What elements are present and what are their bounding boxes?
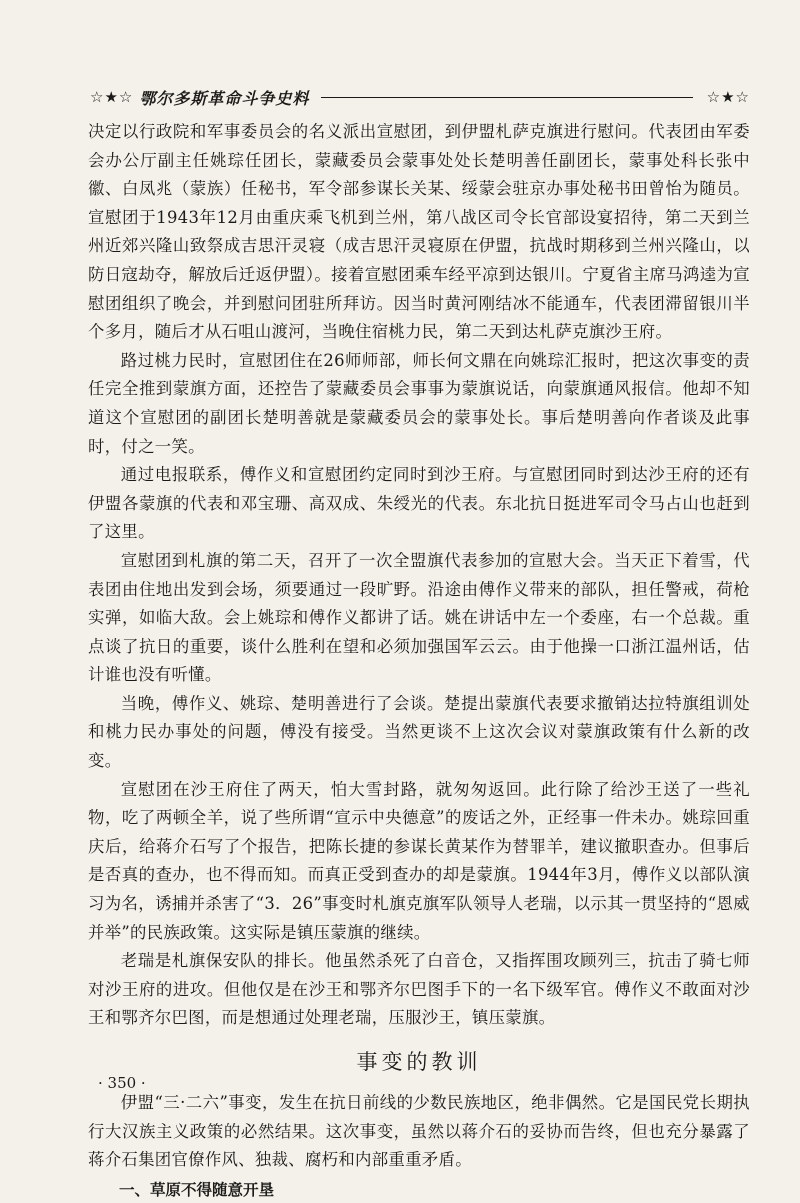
paragraph-7: 老瑞是札旗保安队的排长。他虽然杀死了白音仓，又指挥围攻顾列三，抗击了骑七师对沙王府的进攻。但他仅是在沙王和鄂齐尔巴图手下的一名下级军官。傅作义不敢面对沙王和鄂齐尔巴图，而是想通过处理老瑞，压服沙王，镇压蒙旗。 [88, 951, 750, 1028]
paragraph-1: 决定以行政院和军事委员会的名义派出宣慰团，到伊盟札萨克旗进行慰问。代表团由军委会办公厅副主任姚琮任团长，蒙藏委员会蒙事处处长楚明善任副团长，蒙事处科长张中徽、白凤兆（蒙族）任秘书，军令部参谋长关某、绥蒙会驻京办事处秘书田曾怡为随员。宣慰团于1943年12月由重庆乘飞机到兰州，第八战区司令长官部设宴招待，第二天到兰州近郊兴隆山致祭成吉思汗灵寝（成吉思汗灵寝原在伊盟，抗战时期移到兰州兴隆山，以防日寇劫夺，解放后迁返伊盟）。接着宣慰团乘车经平凉到达银川。宁夏省主席马鸿逵为宣慰团组织了晚会，并到慰问团驻所拜访。因当时黄河刚结冰不能通车，代表团滞留银川半个多月，随后才从石咀山渡河，当晚住宿桃力民，第二天到达札萨克旗沙王府。 [88, 122, 750, 342]
paragraph-4: 宣慰团到札旗的第二天，召开了一次全盟旗代表参加的宣慰大会。当天正下着雪，代表团由住地出发到会场，须要通过一段旷野。沿途由傅作义带来的部队，担任警戒，荷枪实弹，如临大敌。会上姚琮和傅作义都讲了话。姚在讲话中左一个委座，右一个总裁。重点谈了抗日的重要，谈什么胜利在望和必须加强国军云云。由于他操一口浙江温州话，估计谁也没有听懂。 [88, 550, 750, 685]
running-header [90, 84, 750, 110]
header-rule [321, 97, 692, 98]
header-stars-right: ☆★☆ [706, 88, 750, 106]
book-title: 鄂尔多斯革命斗争史料 [139, 88, 310, 108]
paragraph-6: 宣慰团在沙王府住了两天，怕大雪封路，就匆匆返回。此行除了给沙王送了一些礼物，吃了两顿全羊，说了些所谓“宣示中央德意”的废话之外，正经事一件未办。姚琮回重庆后，给蒋介石写了个报告，把陈长捷的参谋长黄某作为替罪羊，建议撤职查办。但事后是否真的查办，也不得而知。而真正受到查办的却是蒙旗。1944年3月，傅作义以部队演习为名，诱捕并杀害了“3．26”事变时札旗克旗军队领导人老瑞，以示其一贯坚持的“恩威并举”的民族政策。这实际是镇压蒙旗的继续。 [88, 779, 750, 942]
paragraph-5: 当晚，傅作义、姚琮、楚明善进行了会谈。楚提出蒙旗代表要求撤销达拉特旗组训处和桃力民办事处的问题，傅没有接受。当然更谈不上这次会议对蒙旗政策有什么新的改变。 [88, 693, 750, 771]
section-paragraph: 伊盟“三·二六”事变，发生在抗日前线的少数民族地区，绝非偶然。它是国民党长期执行大汉族主义政策的必然结果。这次事变，虽然以蒋介石的妥协而告终，但也充分暴露了蒋介石集团官僚作风、独裁、腐朽和内部重重矛盾。 [88, 1093, 750, 1170]
section-heading: 事变的教训 [356, 1050, 482, 1074]
subheading: 一、草原不得随意开垦 [119, 1180, 275, 1199]
page-number: · 350 · [98, 1074, 146, 1092]
paragraph-3: 通过电报联系，傅作义和宣慰团约定同时到沙王府。与宣慰团同时到达沙王府的还有伊盟各蒙旗的代表和邓宝珊、高双成、朱绶光的代表。东北抗日挺进军司令马占山也赶到了这里。 [88, 465, 750, 542]
header-stars-left: ☆★☆ [90, 88, 134, 106]
paragraph-2: 路过桃力民时，宣慰团住在26师师部，师长何文鼎在向姚琮汇报时，把这次事变的责任完全推到蒙旗方面，还控告了蒙藏委员会事事为蒙旗说话，向蒙旗通风报信。他却不知道这个宣慰团的副团长楚明善就是蒙藏委员会的蒙事处长。事后楚明善向作者谈及此事时，付之一笑。 [88, 350, 750, 456]
page-body [88, 118, 750, 1203]
